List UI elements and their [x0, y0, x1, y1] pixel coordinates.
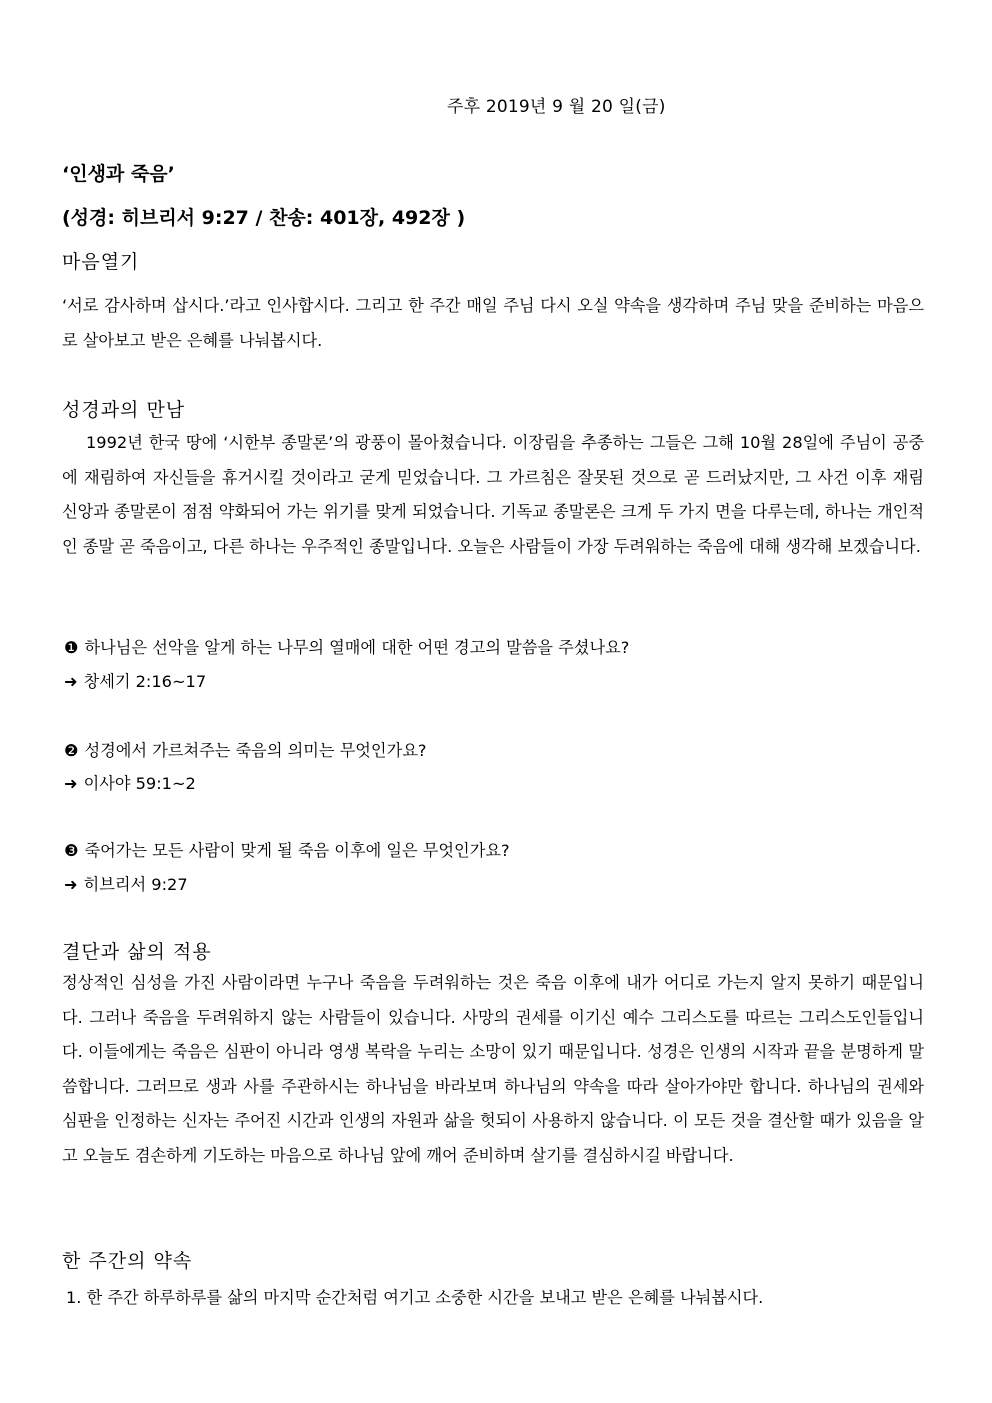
number-3-icon: ❸	[64, 841, 79, 860]
date-line: 주후 2019년 9 월 20 일(금)	[447, 97, 666, 117]
arrow-right-icon: ➜	[64, 875, 78, 894]
question-2	[64, 737, 426, 761]
question-3-text: 죽어가는 모든 사람이 맞게 될 죽음 이후에 일은 무엇인가요?	[84, 841, 510, 860]
scripture-hymn-line: (성경: 히브리서 9:27 / 찬송: 401장, 492장 )	[62, 207, 466, 229]
opening-paragraph: ‘서로 감사하며 삽시다.’라고 인사합시다. 그리고 한 주간 매일 주님 다시 오실 약속을 생각하며 주님 맞을 준비하는 마음으로 살아보고 받은 은혜를 나눠봅시다.	[62, 296, 924, 350]
heading-promise: 한 주간의 약속	[62, 1250, 193, 1272]
bible-paragraph: 1992년 한국 땅에 ‘시한부 종말론’의 광풍이 몰아쳤습니다. 이장림을 추종하는 그들은 그해 10월 28일에 주님이 공중에 재림하여 자신들을 휴거시킬 것이라고 굳게 믿었습니다. 그 가르침은 잘못된 것으로 곧 드러났지만, 그 사건 이후 재림 신앙과 종말론이 점점 약화되어 가는 위기를 맞게 되었습니다. 기독교 종말론은 크게 두 가지 면을 다루는데, 하나는 개인적인 종말 곧 죽음이고, 다른 하나는 우주적인 종말입니다. 오늘은 사람들이 가장 두려워하는 죽음에 대해 생각해 보겠습니다.	[62, 433, 924, 556]
heading-bible: 성경과의 만남	[62, 399, 186, 421]
question-3	[64, 837, 510, 861]
question-1-text: 하나님은 선악을 알게 하는 나무의 열매에 대한 어떤 경고의 말씀을 주셨나요?	[84, 638, 630, 657]
heading-application: 결단과 삶의 적용	[62, 941, 212, 963]
reference-2-text: 이사야 59:1~2	[83, 774, 196, 793]
arrow-right-icon: ➜	[64, 672, 78, 691]
heading-opening: 마음열기	[62, 251, 140, 273]
arrow-right-icon: ➜	[64, 774, 78, 793]
reference-1-text: 창세기 2:16~17	[83, 672, 207, 691]
question-2-text: 성경에서 가르쳐주는 죽음의 의미는 무엇인가요?	[84, 741, 427, 760]
application-paragraph: 정상적인 심성을 가진 사람이라면 누구나 죽음을 두려워하는 것은 죽음 이후에 내가 어디로 가는지 알지 못하기 때문입니다. 그러나 죽음을 두려워하지 않는 사람들이 있습니다. 사망의 권세를 이기신 예수 그리스도를 따르는 그리스도인들입니다. 이들에게는 죽음은 심판이 아니라 영생 복락을 누리는 소망이 있기 때문입니다. 성경은 인생의 시작과 끝을 분명하게 말씀합니다. 그러므로 생과 사를 주관하시는 하나님을 바라보며 하나님의 약속을 따라 살아가야만 합니다. 하나님의 권세와 심판을 인정하는 신자는 주어진 시간과 인생의 자원과 삶을 헛되이 사용하지 않습니다. 이 모든 것을 결산할 때가 있음을 알고 오늘도 겸손하게 기도하는 마음으로 하나님 앞에 깨어 준비하며 살기를 결심하시길 바랍니다.	[62, 973, 924, 1165]
promise-item-1: 1. 한 주간 하루하루를 삶의 마지막 순간처럼 여기고 소중한 시간을 보내고 받은 은혜를 나눠봅시다.	[66, 1288, 764, 1307]
question-1	[64, 634, 629, 658]
reference-3	[64, 871, 188, 895]
number-2-icon: ❷	[64, 741, 79, 760]
reference-1	[64, 668, 206, 692]
reference-3-text: 히브리서 9:27	[83, 875, 188, 894]
reference-2	[64, 770, 196, 794]
number-1-icon: ❶	[64, 638, 79, 657]
sermon-title: ‘인생과 죽음’	[62, 163, 175, 185]
